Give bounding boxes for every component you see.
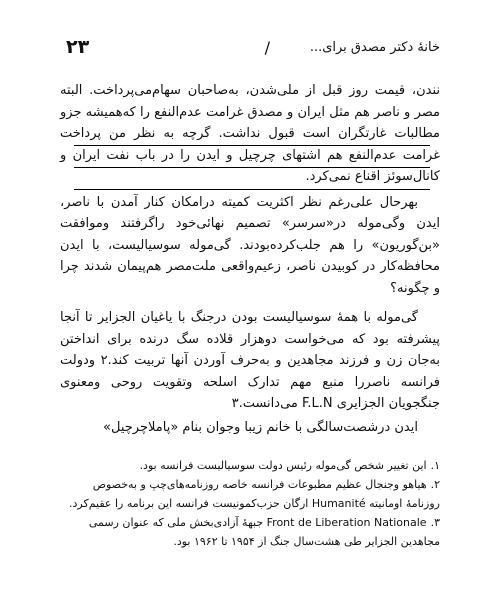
paragraph-underline-3 [74, 189, 430, 190]
footnotes [62, 456, 440, 551]
footnote-number: ۱. [430, 459, 440, 472]
footnote-number: ۳. [430, 516, 440, 529]
paragraph-2: بهرحال علی‌رغم نظر اکثریت کمیته درامکان کنار آمدن با ناصر، ایدن وگی‌موله در«سرسر» تصمیم نهائی‌خود راگرفتند وموافقت «بن‌گوریون» را هم جلب‌کرده‌بودند. گی‌موله سوسیالیست، با ایدن محافظه‌کار در کوبیدن ناصر، زعیم‌واقعی ملت‌مصر هم‌پیمان شدند چرا و چگونه؟ [60, 194, 440, 296]
body-text [60, 80, 440, 438]
footnote-text: Front de Liberation Nationale جبههٔ آزادی‌بخش ملی که عنوان رسمی مجاهدین الجزایر طی هشت‌سال جنگ از ۱۹۵۴ تا ۱۹۶۲ بود. [88, 516, 440, 548]
header-separator: / [264, 38, 270, 57]
footnote-text: این تغییر شخص گی‌موله رئیس دولت سوسیالیست فرانسه بود. [139, 459, 427, 472]
page-number: ۲۳ [66, 36, 90, 58]
paragraph-underline-1 [74, 145, 430, 146]
footnote-1 [62, 456, 440, 475]
paragraph-1: نندن، قیمت روز قبل از ملی‌شدن، به‌صاحبان سهام‌می‌پرداخت. البته مصر و ناصر هم مثل ایران و مصدق غرامت عدم‌النفع را که‌همیشه جزو مطالبات غارتگران است قبول نداشت. گرچه به نظر من پرداخت غرامت عدم‌النفع هم اشتهای چرچیل و ایدن را در باب نفت ایران و کانال‌سوئز اقناع نمی‌کرد. [60, 83, 440, 184]
running-title: خانهٔ دکتر مصدق برای... [309, 40, 440, 55]
page-header [60, 38, 440, 60]
paragraph-3: گی‌موله با همهٔ سوسیالیست بودن درجنگ با یاغیان الجزایر تا آنجا پیشرفته بود که می‌خواست دوهزار قلاده سگ درنده برای انداختن به‌جان زن و فرزند مجاهدین و به‌حرف آوردن آنها تربیت کند.۲ ودولت فرانسه ناصررا منبع مهم تدارک اسلحه وتقویت روحی ومعنوی جنگجویان الجزایری F.L.N می‌دانست.۳ [60, 310, 441, 411]
footnote-2 [62, 475, 440, 513]
footnote-text: هیاهو وجنجال عظیم مطبوعات فرانسه خاصه روزنامه‌های‌چپ و به‌خصوص روزنامهٔ اومانیته Humanité ارگان حزب‌کمونیست فرانسه این برنامه را عقیم‌کرد. [69, 478, 440, 510]
paragraph-4: ایدن درشصت‌سالگی با خانم زیبا وجوان بنام «پاملاچرچیل» [103, 419, 418, 435]
footnote-number: ۲. [430, 478, 440, 491]
paragraph-underline-2 [74, 167, 430, 168]
footnote-3 [62, 513, 440, 551]
